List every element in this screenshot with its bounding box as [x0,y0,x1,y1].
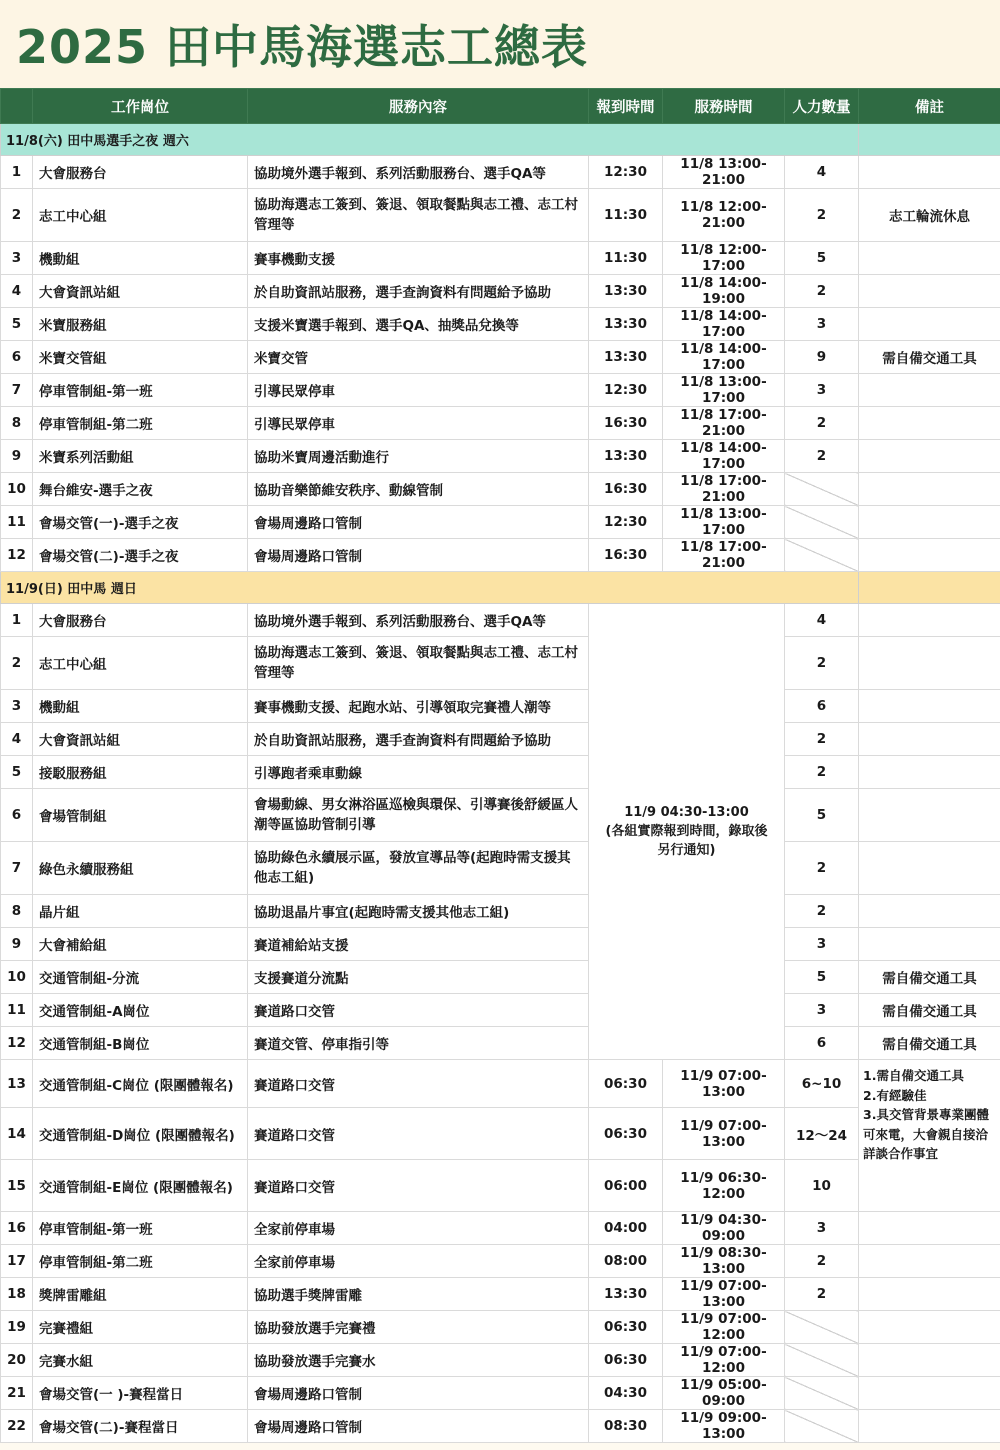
row-number: 2 [1,189,33,242]
role-cell: 交通管制組-E崗位 (限團體報名) [33,1160,248,1212]
note-cell [859,440,1000,473]
content-cell: 協助綠色永續展示區，發放宣導品等(起跑時需支援其他志工組) [248,842,589,895]
content-cell: 引導跑者乘車動線 [248,756,589,789]
row-number: 5 [1,756,33,789]
note-cell [859,473,1000,506]
count-cell: 2 [785,1278,859,1311]
role-cell: 大會服務台 [33,156,248,189]
table-row [1,242,1000,275]
note-cell [859,1311,1000,1344]
row-number: 7 [1,842,33,895]
role-cell: 交通管制組-A崗位 [33,994,248,1027]
service-time-cell: 11/9 07:00-12:00 [663,1344,785,1377]
count-cell-empty [785,1410,859,1443]
row-number: 8 [1,407,33,440]
row-number: 10 [1,473,33,506]
table-row [1,1278,1000,1311]
table-body [1,124,1000,1443]
service-time-cell: 11/9 07:00-13:00 [663,1060,785,1108]
note-cell [859,756,1000,789]
col-header-checkin: 報到時間 [589,89,663,124]
content-cell: 協助音樂節維安秩序、動線管制 [248,473,589,506]
service-time-cell: 11/8 17:00-21:00 [663,473,785,506]
service-time-cell: 11/8 17:00-21:00 [663,539,785,572]
table-row [1,895,1000,928]
table-row [1,994,1000,1027]
note-cell [859,1278,1000,1311]
row-number: 4 [1,275,33,308]
role-cell: 大會服務台 [33,604,248,637]
row-number: 9 [1,928,33,961]
row-number: 18 [1,1278,33,1311]
content-cell: 會場周邊路口管制 [248,1377,589,1410]
content-cell: 賽道路口交管 [248,1060,589,1108]
role-cell: 大會補給組 [33,928,248,961]
note-cell: 需自備交通工具 [859,341,1000,374]
table-row [1,308,1000,341]
table-row [1,928,1000,961]
content-cell: 賽道路口交管 [248,1108,589,1160]
service-time-cell: 11/8 12:00-17:00 [663,242,785,275]
table-row [1,1212,1000,1245]
table-row [1,604,1000,637]
checkin-cell: 11:30 [589,242,663,275]
role-cell: 大會資訊站組 [33,723,248,756]
note-cell [859,308,1000,341]
note-cell [859,374,1000,407]
role-cell: 綠色永續服務組 [33,842,248,895]
service-time-cell: 11/9 07:00-13:00 [663,1278,785,1311]
table-row [1,1060,1000,1108]
checkin-cell: 06:30 [589,1060,663,1108]
service-time-cell: 11/8 13:00-17:00 [663,374,785,407]
content-cell: 賽道路口交管 [248,1160,589,1212]
note-cell: 需自備交通工具 [859,994,1000,1027]
count-cell-empty [785,539,859,572]
col-header-no [1,89,33,124]
count-cell-empty [785,473,859,506]
note-cell [859,842,1000,895]
service-time-cell: 11/9 09:00-13:00 [663,1410,785,1443]
merged-time-line: 11/9 04:30-13:00 [624,805,749,820]
table-row [1,756,1000,789]
count-cell: 6 [785,1027,859,1060]
content-cell: 引導民眾停車 [248,374,589,407]
checkin-cell: 12:30 [589,506,663,539]
row-number: 13 [1,1060,33,1108]
table-row [1,341,1000,374]
note-cell-merged: 1.需自備交通工具 2.有經驗佳 3.具交管背景專業團體可來電，大會親自接洽詳談合作事宜 [859,1060,1000,1212]
row-number: 5 [1,308,33,341]
role-cell: 機動組 [33,242,248,275]
row-number: 11 [1,506,33,539]
checkin-cell: 12:30 [589,374,663,407]
count-cell: 3 [785,928,859,961]
table-row [1,374,1000,407]
content-cell: 會場動線、男女淋浴區巡檢與環保、引導賽後舒緩區人潮等區協助管制引導 [248,789,589,842]
role-cell: 會場交管(一)-選手之夜 [33,506,248,539]
note-cell [859,539,1000,572]
table-row [1,842,1000,895]
role-cell: 停車管制組-第一班 [33,374,248,407]
section-cell-empty [859,124,1000,156]
table-row [1,1027,1000,1060]
checkin-cell: 04:30 [589,1377,663,1410]
role-cell: 獎牌雷雕組 [33,1278,248,1311]
content-cell: 全家前停車場 [248,1245,589,1278]
row-number: 2 [1,637,33,690]
service-time-cell: 11/8 14:00-19:00 [663,275,785,308]
table-row [1,275,1000,308]
count-cell-empty [785,1377,859,1410]
volunteer-table [0,88,1000,1443]
content-cell: 會場周邊路口管制 [248,539,589,572]
table-row [1,723,1000,756]
service-time-cell: 11/8 17:00-21:00 [663,407,785,440]
checkin-cell: 11:30 [589,189,663,242]
service-time-cell: 11/9 04:30-09:00 [663,1212,785,1245]
content-cell: 全家前停車場 [248,1212,589,1245]
count-cell-empty [785,1311,859,1344]
checkin-cell: 06:00 [589,1160,663,1212]
note-cell [859,1245,1000,1278]
col-header-count: 人力數量 [785,89,859,124]
note-cell [859,690,1000,723]
table-row [1,156,1000,189]
count-cell: 4 [785,156,859,189]
note-cell: 志工輪流休息 [859,189,1000,242]
content-cell: 協助海選志工簽到、簽退、領取餐點與志工禮、志工村管理等 [248,189,589,242]
row-number: 20 [1,1344,33,1377]
content-cell: 協助海選志工簽到、簽退、領取餐點與志工禮、志工村管理等 [248,637,589,690]
note-cell [859,275,1000,308]
service-time-cell: 11/9 08:30-13:00 [663,1245,785,1278]
row-number: 16 [1,1212,33,1245]
table-row [1,1410,1000,1443]
note-cell: 需自備交通工具 [859,961,1000,994]
note-cell [859,928,1000,961]
service-time-cell: 11/9 07:00-12:00 [663,1311,785,1344]
service-time-cell: 11/9 05:00-09:00 [663,1377,785,1410]
content-cell: 賽事機動支援、起跑水站、引導領取完賽禮人潮等 [248,690,589,723]
checkin-cell: 13:30 [589,440,663,473]
count-cell-empty [785,506,859,539]
row-number: 6 [1,789,33,842]
content-cell: 協助發放選手完賽水 [248,1344,589,1377]
count-cell: 2 [785,756,859,789]
content-cell: 賽事機動支援 [248,242,589,275]
count-cell: 2 [785,842,859,895]
content-cell: 協助境外選手報到、系列活動服務台、選手QA等 [248,604,589,637]
col-header-note: 備註 [859,89,1000,124]
checkin-cell: 13:30 [589,1278,663,1311]
service-time-cell: 11/8 14:00-17:00 [663,308,785,341]
content-cell: 協助選手獎牌雷雕 [248,1278,589,1311]
count-cell: 4 [785,604,859,637]
col-header-role: 工作崗位 [33,89,248,124]
checkin-cell: 13:30 [589,308,663,341]
service-time-cell: 11/8 14:00-17:00 [663,440,785,473]
service-time-cell: 11/8 12:00-21:00 [663,189,785,242]
row-number: 7 [1,374,33,407]
service-time-cell: 11/8 13:00-17:00 [663,506,785,539]
role-cell: 會場交管(一 )-賽程當日 [33,1377,248,1410]
content-cell: 支援米寶選手報到、選手QA、抽獎品兌換等 [248,308,589,341]
role-cell: 會場交管(二)-選手之夜 [33,539,248,572]
role-cell: 志工中心組 [33,637,248,690]
count-cell-empty [785,1344,859,1377]
service-time-cell: 11/9 06:30-12:00 [663,1160,785,1212]
role-cell: 交通管制組-C崗位 (限團體報名) [33,1060,248,1108]
table-row [1,637,1000,690]
role-cell: 晶片組 [33,895,248,928]
role-cell: 交通管制組-分流 [33,961,248,994]
role-cell: 機動組 [33,690,248,723]
note-cell: 需自備交通工具 [859,1027,1000,1060]
row-number: 6 [1,341,33,374]
table-row [1,1160,1000,1212]
table-row [1,789,1000,842]
count-cell: 3 [785,308,859,341]
header-row [1,89,1000,124]
checkin-cell: 06:30 [589,1108,663,1160]
section-label: 11/8(六) 田中馬選手之夜 週六 [1,124,859,156]
table-row [1,506,1000,539]
role-cell: 交通管制組-B崗位 [33,1027,248,1060]
row-number: 21 [1,1377,33,1410]
note-cell [859,156,1000,189]
row-number: 3 [1,242,33,275]
col-header-service-time: 服務時間 [663,89,785,124]
note-cell [859,895,1000,928]
content-cell: 賽道路口交管 [248,994,589,1027]
content-cell: 於自助資訊站服務，選手查詢資料有問題給予協助 [248,275,589,308]
content-cell: 協助發放選手完賽禮 [248,1311,589,1344]
count-cell: 3 [785,1212,859,1245]
col-header-content: 服務內容 [248,89,589,124]
table-row [1,1108,1000,1160]
content-cell: 賽道交管、停車指引等 [248,1027,589,1060]
service-time-cell: 11/9 07:00-13:00 [663,1108,785,1160]
note-cell [859,506,1000,539]
checkin-cell: 08:30 [589,1410,663,1443]
merged-time-cell [589,604,785,1060]
note-cell [859,723,1000,756]
row-number: 15 [1,1160,33,1212]
count-cell: 2 [785,189,859,242]
table-row [1,690,1000,723]
checkin-cell: 06:30 [589,1311,663,1344]
service-time-cell: 11/8 13:00-21:00 [663,156,785,189]
role-cell: 停車管制組-第二班 [33,1245,248,1278]
checkin-cell: 04:00 [589,1212,663,1245]
note-cell [859,637,1000,690]
table-row [1,440,1000,473]
role-cell: 交通管制組-D崗位 (限團體報名) [33,1108,248,1160]
content-cell: 於自助資訊站服務，選手查詢資料有問題給予協助 [248,723,589,756]
row-number: 11 [1,994,33,1027]
role-cell: 米寶交管組 [33,341,248,374]
count-cell: 5 [785,789,859,842]
note-cell [859,1410,1000,1443]
count-cell: 2 [785,637,859,690]
merged-time-line: (各組實際報到時間，錄取後 [605,824,768,839]
row-number: 17 [1,1245,33,1278]
checkin-cell: 06:30 [589,1344,663,1377]
section-cell-empty [859,572,1000,604]
count-cell: 6~10 [785,1060,859,1108]
count-cell: 2 [785,440,859,473]
role-cell: 停車管制組-第一班 [33,1212,248,1245]
content-cell: 協助米寶周邊活動進行 [248,440,589,473]
table-row [1,1344,1000,1377]
count-cell: 3 [785,374,859,407]
table-row [1,1245,1000,1278]
count-cell: 6 [785,690,859,723]
count-cell: 2 [785,895,859,928]
role-cell: 會場管制組 [33,789,248,842]
checkin-cell: 16:30 [589,539,663,572]
note-cell [859,1212,1000,1245]
content-cell: 支援賽道分流點 [248,961,589,994]
count-cell: 10 [785,1160,859,1212]
count-cell: 2 [785,407,859,440]
row-number: 1 [1,604,33,637]
checkin-cell: 08:00 [589,1245,663,1278]
count-cell: 2 [785,1245,859,1278]
count-cell: 3 [785,994,859,1027]
note-cell [859,407,1000,440]
page-title: 2025 田中馬海選志工總表 [16,20,589,74]
table-row [1,1377,1000,1410]
note-cell [859,242,1000,275]
count-cell: 9 [785,341,859,374]
note-cell [859,789,1000,842]
role-cell: 舞台維安-選手之夜 [33,473,248,506]
content-cell: 協助境外選手報到、系列活動服務台、選手QA等 [248,156,589,189]
count-cell: 2 [785,723,859,756]
content-cell: 協助退晶片事宜(起跑時需支援其他志工組) [248,895,589,928]
row-number: 12 [1,539,33,572]
row-number: 10 [1,961,33,994]
row-number: 14 [1,1108,33,1160]
table-row [1,473,1000,506]
role-cell: 接駁服務組 [33,756,248,789]
table-row [1,1311,1000,1344]
count-cell: 2 [785,275,859,308]
checkin-cell: 13:30 [589,341,663,374]
content-cell: 賽道補給站支援 [248,928,589,961]
service-time-cell: 11/8 14:00-17:00 [663,341,785,374]
row-number: 3 [1,690,33,723]
section-label: 11/9(日) 田中馬 週日 [1,572,859,604]
content-cell: 會場周邊路口管制 [248,1410,589,1443]
role-cell: 完賽禮組 [33,1311,248,1344]
section-row-nov8 [1,124,1000,156]
content-cell: 會場周邊路口管制 [248,506,589,539]
row-number: 12 [1,1027,33,1060]
table-row [1,189,1000,242]
role-cell: 志工中心組 [33,189,248,242]
checkin-cell: 16:30 [589,407,663,440]
note-cell [859,1344,1000,1377]
count-cell: 5 [785,242,859,275]
role-cell: 完賽水組 [33,1344,248,1377]
role-cell: 會場交管(二)-賽程當日 [33,1410,248,1443]
count-cell: 5 [785,961,859,994]
row-number: 19 [1,1311,33,1344]
row-number: 4 [1,723,33,756]
role-cell: 米寶系列活動組 [33,440,248,473]
count-cell: 12～24 [785,1108,859,1160]
page-header [0,0,1000,88]
note-cell [859,604,1000,637]
content-cell: 引導民眾停車 [248,407,589,440]
checkin-cell: 13:30 [589,275,663,308]
row-number: 1 [1,156,33,189]
table-row [1,407,1000,440]
role-cell: 大會資訊站組 [33,275,248,308]
merged-time-line: 另行通知) [657,843,716,858]
table-row [1,961,1000,994]
row-number: 8 [1,895,33,928]
row-number: 22 [1,1410,33,1443]
table-row [1,539,1000,572]
note-cell [859,1377,1000,1410]
row-number: 9 [1,440,33,473]
checkin-cell: 16:30 [589,473,663,506]
role-cell: 米寶服務組 [33,308,248,341]
checkin-cell: 12:30 [589,156,663,189]
section-row-nov9 [1,572,1000,604]
content-cell: 米寶交管 [248,341,589,374]
role-cell: 停車管制組-第二班 [33,407,248,440]
